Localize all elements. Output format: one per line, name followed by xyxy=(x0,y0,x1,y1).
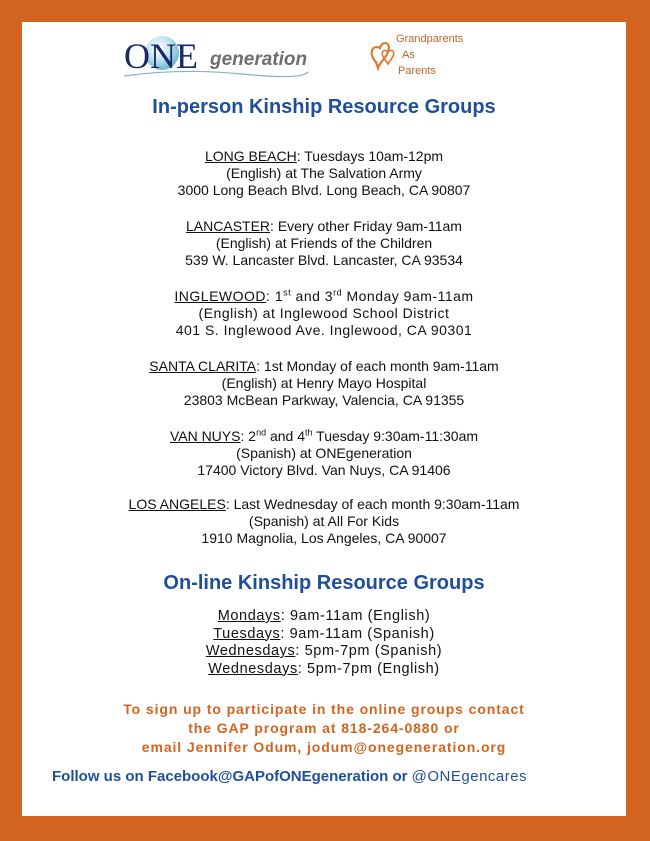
group-location: (Spanish) at ONEgeneration xyxy=(236,445,412,461)
follow-us xyxy=(52,768,527,785)
online-title: On-line Kinship Resource Groups xyxy=(163,572,485,594)
signup-info xyxy=(22,700,626,757)
group-location: (English) at Friends of the Children xyxy=(215,235,433,251)
ordinal-suffix: st xyxy=(283,287,292,298)
small-heart-icon xyxy=(382,50,393,64)
group-address: 401 S. Inglewood Ave. Inglewood, CA 90301 xyxy=(175,322,473,338)
inperson-title: In-person Kinship Resource Groups xyxy=(152,96,496,118)
group-address: 17400 Victory Blvd. Van Nuys, CA 91406 xyxy=(197,462,451,478)
onegeneration-logo xyxy=(122,28,312,88)
follow-facebook-text: Follow us on Facebook@GAPofONEgeneration or xyxy=(52,768,408,785)
group-address: 23803 McBean Parkway, Valencia, CA 91355 xyxy=(183,392,465,408)
follow-handle: @ONEgencares xyxy=(411,768,528,785)
online-day: Wednesdays xyxy=(205,643,296,659)
heart-icon xyxy=(372,43,389,68)
logo-one-text: ONE xyxy=(124,36,198,76)
group-lancaster xyxy=(22,218,626,269)
group-inglewood xyxy=(22,288,626,339)
group-location: (English) at Henry Mayo Hospital xyxy=(221,375,427,391)
group-schedule-part: and 3 xyxy=(291,288,334,304)
signup-line: email Jennifer Odum, jodum@onegeneration.org xyxy=(141,739,507,755)
online-day: Tuesdays xyxy=(213,625,281,642)
group-schedule-part: and 4 xyxy=(266,428,306,444)
group-schedule: : 1st Monday of each month 9am-11am xyxy=(256,358,499,374)
logo-generation-text: generation xyxy=(210,49,308,70)
online-row xyxy=(22,626,626,644)
online-row xyxy=(22,608,626,626)
group-schedule: : Tuesdays 10am-12pm xyxy=(296,148,444,164)
group-schedule-part: Tuesday 9:30am-11:30am xyxy=(312,428,479,444)
online-time: : 5pm-7pm (Spanish) xyxy=(295,643,443,659)
group-city: LOS ANGELES xyxy=(128,496,226,512)
ordinal-suffix: rd xyxy=(333,287,343,298)
ordinal-suffix: th xyxy=(305,427,313,438)
group-location: (English) at The Salvation Army xyxy=(226,165,422,181)
group-long-beach xyxy=(22,148,626,199)
group-city: SANTA CLARITA xyxy=(149,358,257,374)
flyer-page xyxy=(22,22,626,816)
group-schedule: : Last Wednesday of each month 9:30am-11am xyxy=(225,496,520,512)
group-city: INGLEWOOD xyxy=(174,288,267,304)
gap-line-parents: Parents xyxy=(398,65,436,77)
online-row xyxy=(22,643,626,661)
online-row xyxy=(22,661,626,679)
group-santa-clarita xyxy=(22,358,626,409)
group-address: 1910 Magnolia, Los Angeles, CA 90007 xyxy=(201,530,447,546)
signup-line: To sign up to participate in the online groups contact xyxy=(123,701,525,717)
group-location: (Spanish) at All For Kids xyxy=(248,513,400,529)
group-address: 539 W. Lancaster Blvd. Lancaster, CA 93534 xyxy=(185,252,463,268)
group-schedule-part: : 2 xyxy=(240,428,257,444)
group-city: VAN NUYS xyxy=(169,428,241,444)
group-los-angeles xyxy=(22,496,626,547)
group-schedule-part: Monday 9am-11am xyxy=(342,288,474,304)
group-schedule: : Every other Friday 9am-11am xyxy=(270,218,462,234)
gap-logo xyxy=(368,28,498,88)
online-time: : 9am-11am (English) xyxy=(280,608,431,624)
group-city: LONG BEACH xyxy=(204,148,297,164)
online-day: Wednesdays xyxy=(208,660,298,677)
group-schedule-part: : 1 xyxy=(266,288,284,304)
signup-line: the GAP program at 818-264-0880 or xyxy=(188,720,460,736)
online-time: : 5pm-7pm (English) xyxy=(297,660,440,677)
group-address: 3000 Long Beach Blvd. Long Beach, CA 90807 xyxy=(177,182,471,198)
gap-line-as: As xyxy=(402,49,415,61)
online-schedule xyxy=(22,608,626,678)
ordinal-suffix: nd xyxy=(256,427,267,438)
group-city: LANCASTER xyxy=(186,218,271,234)
group-location: (English) at Inglewood School District xyxy=(198,305,450,321)
online-time: : 9am-11am (Spanish) xyxy=(280,625,435,642)
group-van-nuys xyxy=(22,428,626,479)
online-day: Mondays xyxy=(217,608,281,624)
gap-line-grandparents: Grandparents xyxy=(396,33,464,45)
